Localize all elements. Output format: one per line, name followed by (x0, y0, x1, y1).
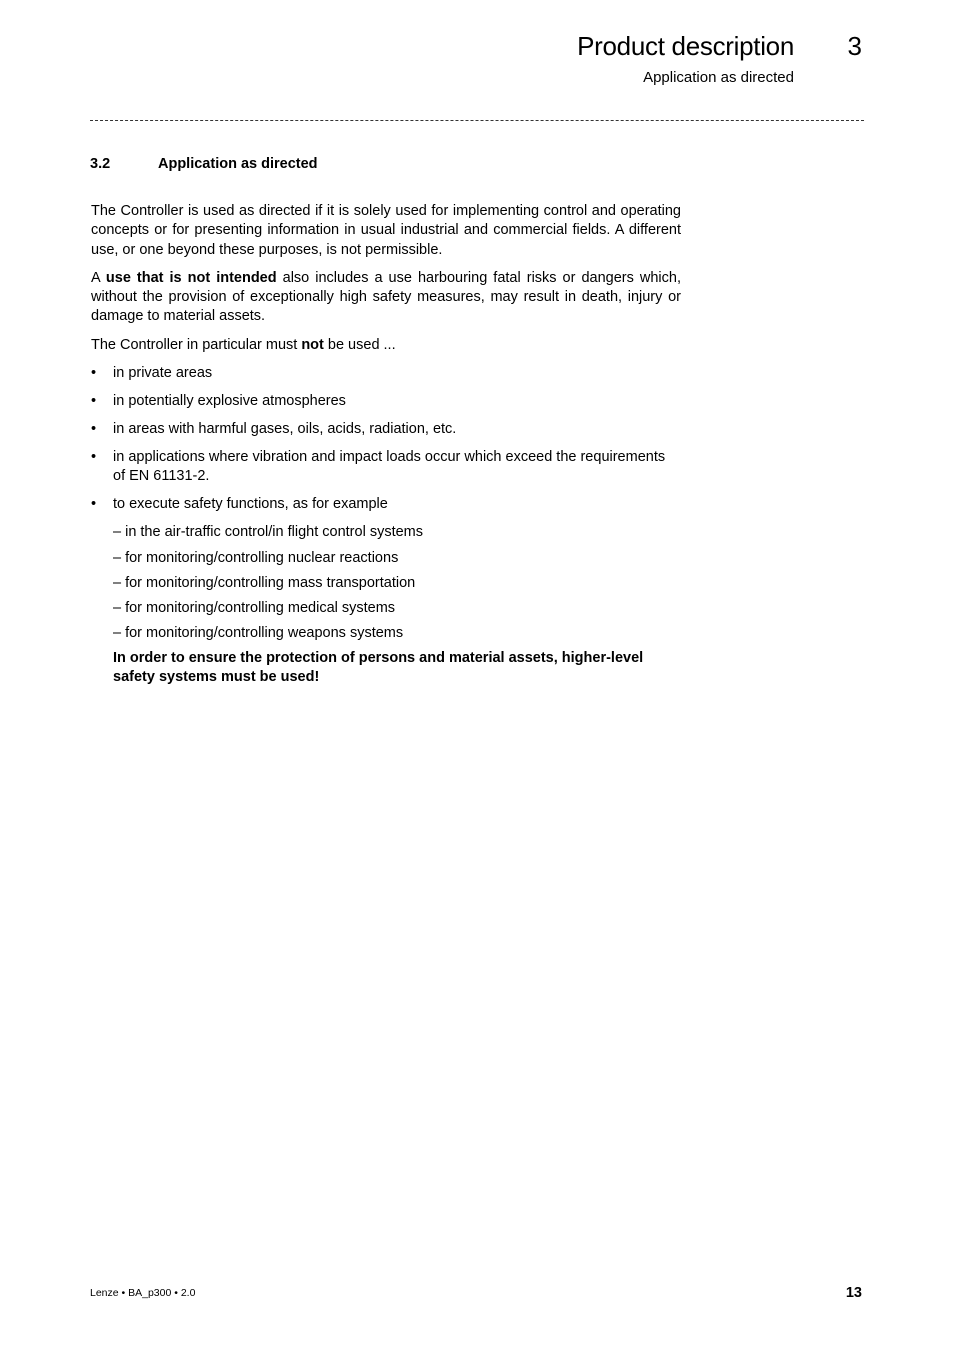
bullet-icon: • (91, 496, 97, 513)
section-heading (90, 154, 318, 174)
list-item (91, 392, 681, 411)
text-run: A (91, 269, 106, 286)
sub-list-item: – in the air-traffic control/in flight control systems (113, 524, 423, 541)
sub-list-item: – for monitoring/controlling weapons systems (113, 625, 404, 642)
sub-list-item: – for monitoring/controlling mass transportation (113, 574, 416, 591)
restriction-list (91, 364, 681, 515)
list-item (91, 364, 681, 383)
bullet-icon: • (91, 393, 97, 410)
list-item-text: in private areas (113, 365, 213, 382)
paragraph-unintended-use (91, 269, 681, 327)
text-run: be used ... (323, 336, 396, 353)
footer-document-id: Lenze • BA_p300 • 2.0 (90, 1287, 196, 1299)
bullet-icon: • (91, 449, 97, 466)
list-item (91, 420, 681, 439)
list-item-text: in areas with harmful gases, oils, acids, radiation, etc. (113, 421, 457, 438)
bullet-icon: • (91, 421, 97, 438)
chapter-number: 3 (847, 31, 862, 61)
page-header-title: Product description (577, 31, 794, 61)
paragraph-intended-use: The Controller is used as directed if it is solely used for implementing control and operating concepts or for presenting information in usual industrial and commercial fields. A different use, or one beyond these purposes, is not permissible. (91, 203, 681, 258)
paragraph-must-not (91, 336, 681, 355)
header-divider (90, 120, 864, 121)
text-run: also includes a use harbouring fatal risks or dangers which, without the provision of exceptionally high safety measures, may result in death, injury or damage to material assets. (91, 269, 681, 325)
list-item-text: to execute safety functions, as for example (113, 496, 388, 513)
bullet-icon: • (91, 365, 97, 382)
list-item-text: in applications where vibration and impact loads occur which exceed the requirements of EN 61131-2. (113, 449, 666, 485)
list-item (91, 448, 681, 487)
safety-warning: In order to ensure the protection of persons and material assets, higher-level safety systems must be used! (113, 649, 644, 686)
section-number: 3.2 (90, 156, 111, 172)
sub-list-item: – for monitoring/controlling medical systems (113, 600, 396, 617)
emphasis-text: use that is not intended (105, 269, 277, 286)
body-content (91, 202, 681, 687)
list-item (91, 495, 681, 514)
list-item-text: in potentially explosive atmospheres (113, 393, 346, 410)
section-title: Application as directed (158, 156, 318, 172)
sub-list-item: – for monitoring/controlling nuclear reactions (113, 549, 399, 566)
page-number: 13 (845, 1285, 862, 1301)
emphasis-text: not (301, 336, 324, 353)
page-header-subtitle: Application as directed (643, 69, 794, 86)
text-run: The Controller in particular must (91, 336, 302, 353)
